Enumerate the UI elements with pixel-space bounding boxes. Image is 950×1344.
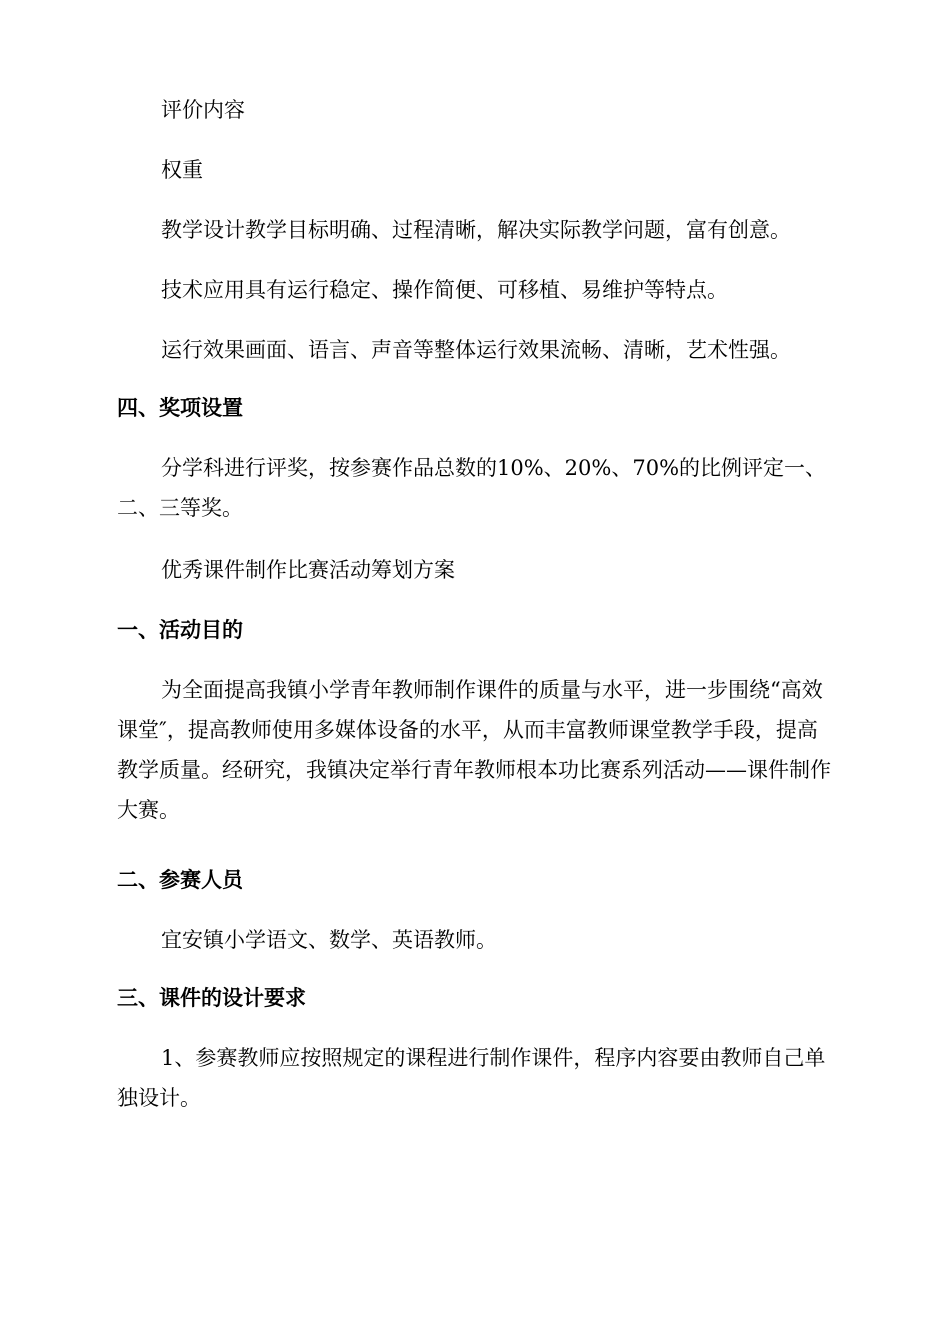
heading-awards: 四、奖项设置 — [117, 396, 243, 420]
heading-design-requirements: 三、课件的设计要求 — [117, 986, 306, 1010]
paragraph-plan-title: 优秀课件制作比赛活动筹划方案 — [161, 558, 455, 582]
paragraph-teaching-design: 教学设计教学目标明确、过程清晰，解决实际教学问题，富有创意。 — [161, 218, 791, 242]
heading-activity-purpose: 一、活动目的 — [117, 618, 243, 642]
paragraph-participants: 宜安镇小学语文、数学、英语教师。 — [161, 928, 497, 952]
paragraph-running-effect: 运行效果画面、语言、声音等整体运行效果流畅、清晰，艺术性强。 — [161, 338, 791, 362]
paragraph-weight: 权重 — [161, 158, 203, 182]
paragraph-activity-purpose: 为全面提高我镇小学青年教师制作课件的质量与水平，进一步围绕“高效课堂″，提高教师使用多媒体设备的水平，从而丰富教师课堂教学手段，提高教学质量。经研究，我镇决定举行青年教师根本功比赛系列活动——课件制作大赛。 — [117, 678, 831, 822]
paragraph-awards-rule: 分学科进行评奖，按参赛作品总数的10%、20%、70%的比例评定一、二、三等奖。 — [117, 456, 827, 520]
paragraph-evaluation-content: 评价内容 — [161, 98, 245, 122]
paragraph-technical-application: 技术应用具有运行稳定、操作简便、可移植、易维护等特点。 — [161, 278, 728, 302]
paragraph-requirement-1: 1、参赛教师应按照规定的课程进行制作课件，程序内容要由教师自己单独设计。 — [117, 1046, 826, 1110]
heading-participants: 二、参赛人员 — [117, 868, 243, 892]
